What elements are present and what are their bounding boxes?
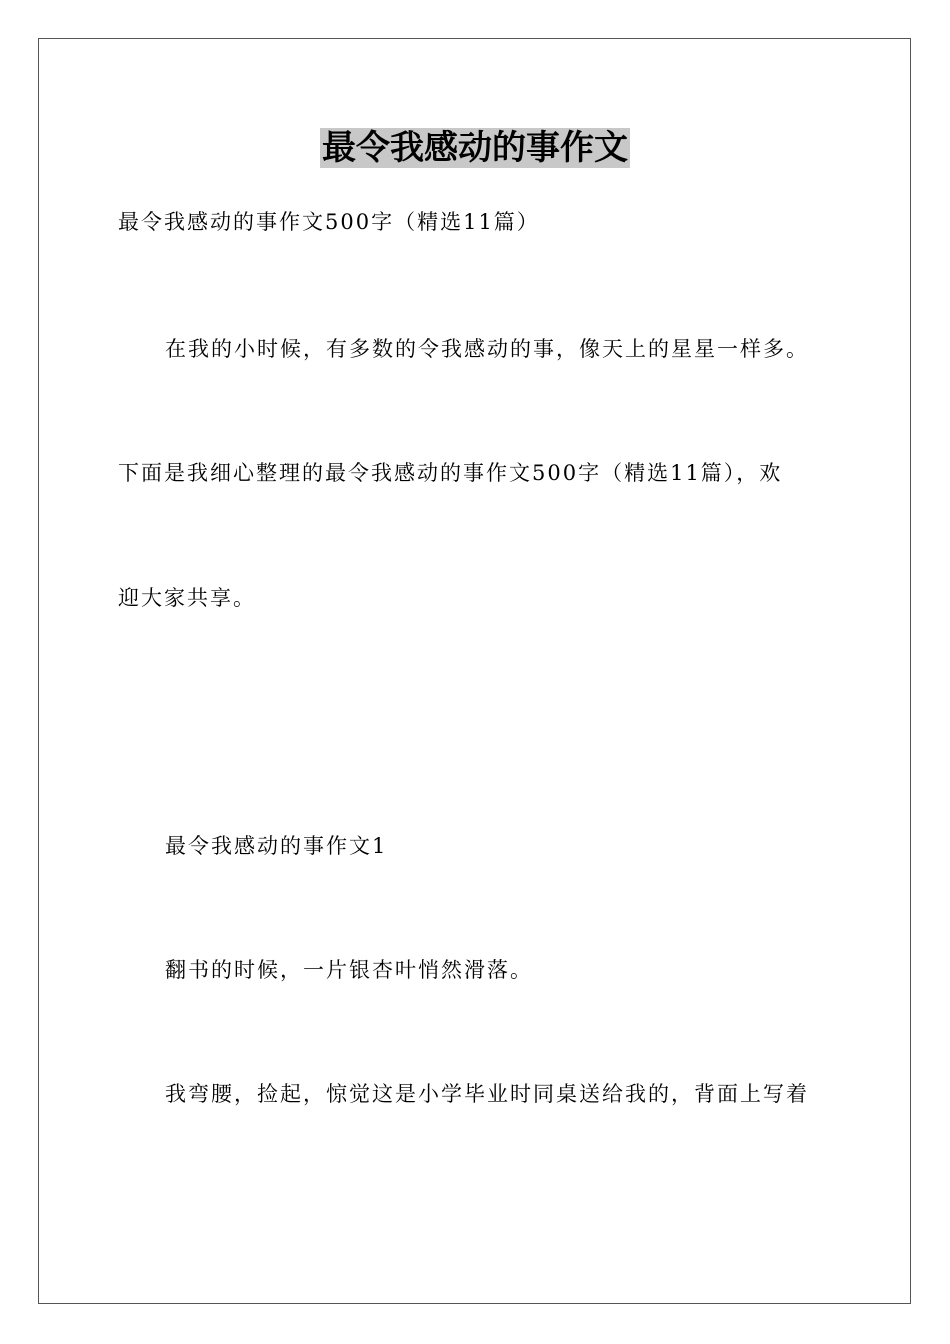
- document-title: [0, 124, 950, 172]
- document-title-text: 最令我感动的事作文: [322, 128, 628, 168]
- subtitle-line: 最令我感动的事作文500字（精选11篇）: [118, 210, 540, 234]
- intro-paragraph-line-2: 下面是我细心整理的最令我感动的事作文500字（精选11篇），欢: [118, 461, 783, 485]
- intro-paragraph-line-1: 在我的小时候，有多数的令我感动的事，像天上的星星一样多。: [165, 337, 809, 361]
- intro-paragraph-line-3: 迎大家共享。: [118, 586, 256, 610]
- body-paragraph-2: 我弯腰，捡起，惊觉这是小学毕业时同桌送给我的，背面上写着: [165, 1082, 809, 1106]
- body-paragraph-1: 翻书的时候，一片银杏叶悄然滑落。: [165, 958, 533, 982]
- section-heading: 最令我感动的事作文1: [165, 834, 388, 858]
